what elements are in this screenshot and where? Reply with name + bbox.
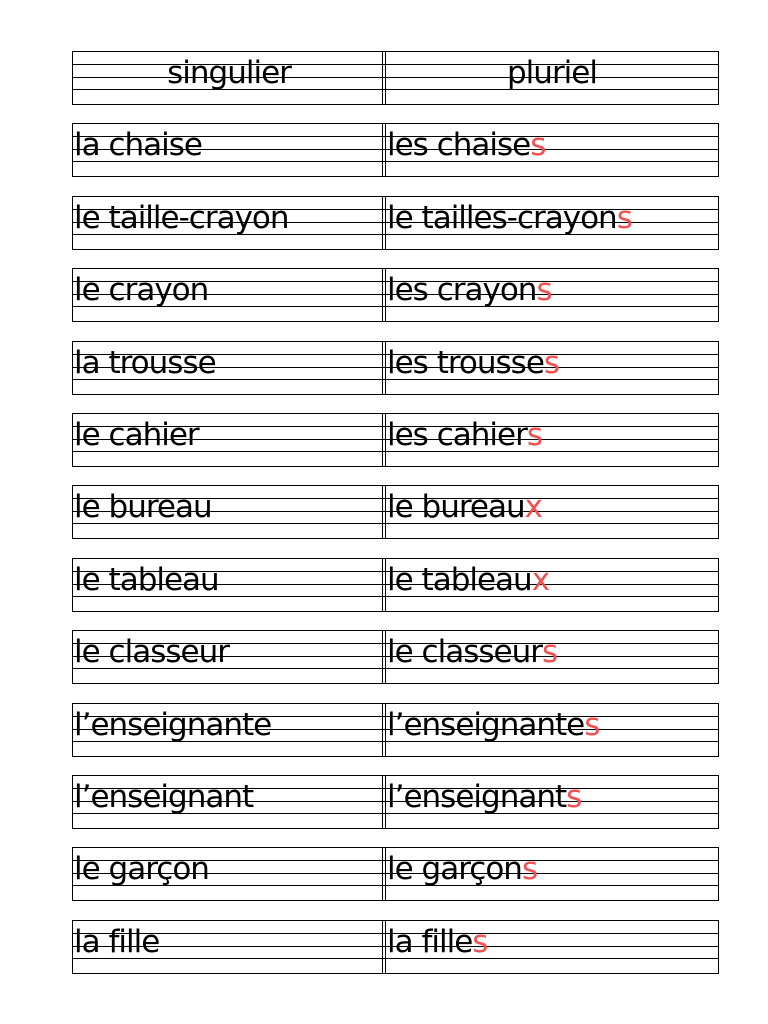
plural-cell xyxy=(386,485,719,539)
plural-cell xyxy=(386,558,719,612)
plural-cell xyxy=(386,703,719,757)
plural-word xyxy=(387,778,582,815)
plural-cell xyxy=(386,775,719,829)
singular-cell xyxy=(72,703,386,757)
plural-word xyxy=(387,923,488,960)
plural-word xyxy=(387,127,546,164)
plural-stem: les chaise xyxy=(387,127,531,164)
singular-word: la trousse xyxy=(74,344,216,381)
singular-word: le classeur xyxy=(74,634,229,671)
plural-ending: s xyxy=(521,851,538,888)
header-singular: singulier xyxy=(167,55,291,91)
singular-cell xyxy=(72,123,386,177)
singular-cell xyxy=(72,775,386,829)
word-row xyxy=(72,558,719,612)
plural-ending: s xyxy=(526,416,542,453)
word-rows xyxy=(72,123,719,973)
plural-stem: les trousse xyxy=(387,344,544,381)
word-row xyxy=(72,775,719,829)
plural-stem: le garçon xyxy=(387,851,522,888)
plural-ending: s xyxy=(543,344,560,381)
singular-word: l’enseignante xyxy=(74,706,272,743)
plural-word xyxy=(387,851,538,888)
plural-cell xyxy=(386,196,719,250)
plural-word xyxy=(387,489,543,526)
singular-word: le taille-crayon xyxy=(74,199,289,236)
plural-ending: s xyxy=(566,778,582,815)
plural-ending: s xyxy=(584,706,600,743)
singular-word: le cahier xyxy=(74,416,199,453)
word-row xyxy=(72,341,719,395)
singular-cell xyxy=(72,920,386,974)
plural-ending: x xyxy=(524,489,543,526)
plural-stem: les cahier xyxy=(387,416,527,453)
plural-word xyxy=(387,199,632,236)
plural-cell xyxy=(386,413,719,467)
plural-ending: s xyxy=(541,634,558,671)
singular-word: le tableau xyxy=(74,561,219,598)
plural-word xyxy=(387,272,552,309)
plural-stem: la fille xyxy=(387,923,473,960)
singular-word: l’enseignant xyxy=(74,778,254,815)
plural-word xyxy=(387,416,542,453)
plural-cell xyxy=(386,341,719,395)
plural-ending: s xyxy=(472,923,488,960)
plural-ending: s xyxy=(530,127,546,164)
plural-cell xyxy=(386,123,719,177)
plural-cell xyxy=(386,630,719,684)
singular-word: la fille xyxy=(74,923,160,960)
word-row xyxy=(72,485,719,539)
plural-word xyxy=(387,561,550,598)
header-plural-cell xyxy=(386,51,719,105)
plural-cell xyxy=(386,268,719,322)
singular-cell xyxy=(72,268,386,322)
header-plural: pluriel xyxy=(507,55,597,91)
singular-word: le crayon xyxy=(74,272,209,309)
word-row xyxy=(72,413,719,467)
plural-ending: s xyxy=(616,199,632,236)
singular-cell xyxy=(72,847,386,901)
singular-cell xyxy=(72,341,386,395)
word-row xyxy=(72,847,719,901)
word-row xyxy=(72,920,719,974)
singular-cell xyxy=(72,630,386,684)
singular-word: le garçon xyxy=(74,851,209,888)
word-row xyxy=(72,268,719,322)
plural-stem: les crayon xyxy=(387,272,537,309)
plural-stem: l’enseignante xyxy=(387,706,585,743)
plural-stem: le tailles-crayon xyxy=(387,199,617,236)
word-row xyxy=(72,196,719,250)
plural-worksheet xyxy=(72,51,719,992)
plural-word xyxy=(387,344,560,381)
plural-cell xyxy=(386,920,719,974)
plural-word xyxy=(387,706,600,743)
plural-stem: le bureau xyxy=(387,489,525,526)
singular-cell xyxy=(72,196,386,250)
plural-stem: le classeur xyxy=(387,634,542,671)
header-row xyxy=(72,51,719,105)
header-singular-cell xyxy=(72,51,386,105)
singular-cell xyxy=(72,485,386,539)
word-row xyxy=(72,703,719,757)
word-row xyxy=(72,630,719,684)
plural-ending: s xyxy=(536,272,552,309)
word-row xyxy=(72,123,719,177)
singular-word: le bureau xyxy=(74,489,212,526)
singular-cell xyxy=(72,413,386,467)
plural-cell xyxy=(386,847,719,901)
singular-cell xyxy=(72,558,386,612)
plural-word xyxy=(387,634,558,671)
singular-word: la chaise xyxy=(74,127,202,164)
plural-stem: le tableau xyxy=(387,561,532,598)
plural-stem: l’enseignant xyxy=(387,778,567,815)
plural-ending: x xyxy=(531,561,550,598)
